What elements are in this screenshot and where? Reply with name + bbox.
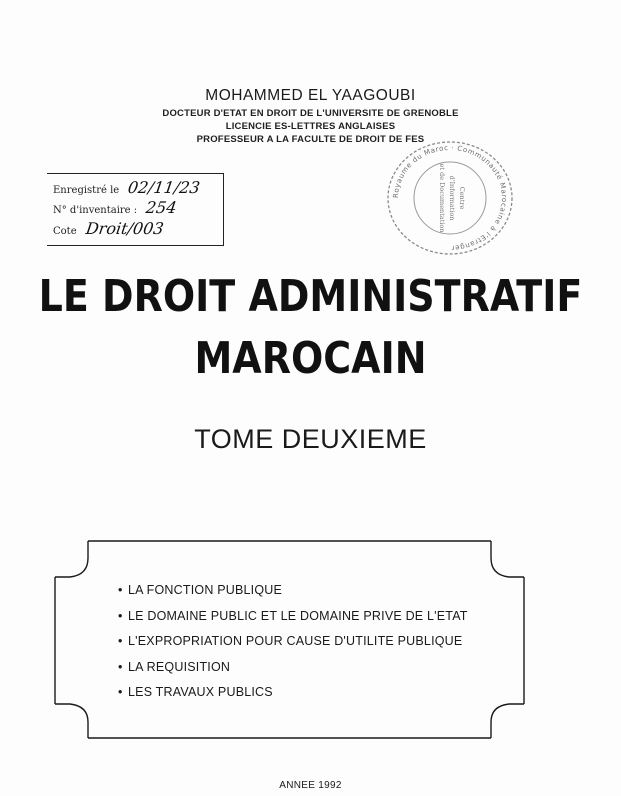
bullet-icon: • bbox=[118, 634, 123, 648]
bullet-icon: • bbox=[118, 659, 123, 674]
inventory-number-label: N° d'inventaire : bbox=[53, 205, 138, 216]
svg-text:d'Information: d'Information bbox=[448, 175, 456, 221]
bullet-icon: • bbox=[118, 685, 123, 699]
registration-date-value: 02/11/23 bbox=[127, 178, 202, 197]
shelf-mark-value: Droit/003 bbox=[84, 219, 165, 238]
topics-list bbox=[118, 583, 468, 711]
inventory-number-value: 254 bbox=[145, 198, 179, 217]
list-item bbox=[118, 660, 468, 686]
svg-text:et de Documentation: et de Documentation bbox=[438, 163, 446, 233]
bullet-icon: • bbox=[118, 608, 123, 623]
list-item bbox=[118, 609, 468, 635]
topic-label: LES TRAVAUX PUBLICS bbox=[128, 685, 273, 699]
registration-date-label: Enregistré le bbox=[53, 185, 120, 196]
author-credential-doctorate: DOCTEUR D'ETAT EN DROIT DE L'UNIVERSITE DE GRENOBLE bbox=[162, 108, 459, 119]
book-title-line-1: LE DROIT ADMINISTRATIF bbox=[38, 270, 583, 322]
book-title-line-2: MAROCAIN bbox=[194, 332, 427, 384]
list-item bbox=[118, 583, 468, 609]
author-credential-license: LICENCIE ES-LETTRES ANGLAISES bbox=[225, 121, 396, 132]
topic-label: LA REQUISITION bbox=[128, 659, 231, 674]
publication-year: ANNEE 1992 bbox=[279, 780, 342, 791]
bullet-icon: • bbox=[118, 583, 123, 597]
topic-label: L'EXPROPRIATION POUR CAUSE D'UTILITE PUBLIQUE bbox=[128, 634, 463, 648]
svg-text:Centre: Centre bbox=[458, 186, 466, 210]
author-credential-professor: PROFESSEUR A LA FACULTE DE DROIT DE FES bbox=[196, 134, 425, 145]
author-name: MOHAMMED EL YAAGOUBI bbox=[205, 87, 416, 104]
list-item bbox=[118, 634, 468, 660]
volume-label: TOME DEUXIEME bbox=[194, 424, 427, 454]
list-item bbox=[118, 685, 468, 711]
stamp-outer-text: Royaume du Maroc · Communauté Marocaine à l'Etranger bbox=[391, 143, 509, 253]
topic-label: LE DOMAINE PUBLIC ET LE DOMAINE PRIVE DE L'ETAT bbox=[128, 608, 468, 623]
shelf-mark-label: Cote bbox=[53, 226, 77, 237]
topic-label: LA FONCTION PUBLIQUE bbox=[128, 583, 283, 597]
